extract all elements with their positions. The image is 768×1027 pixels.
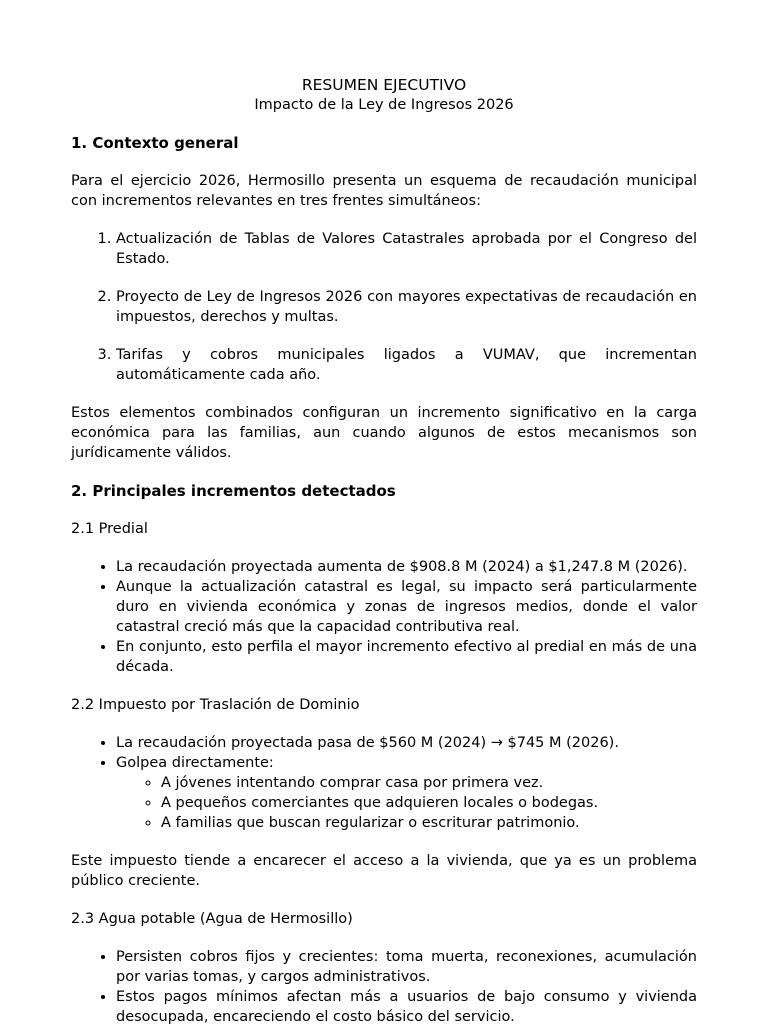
- bullet-item: • La recaudación proyectada aumenta de $908.8 M (2024) a $1,247.8 M (2026).: [116, 557, 697, 577]
- bullet-item: • En conjunto, esto perfila el mayor incremento efectivo al predial en más de una década.: [116, 637, 697, 677]
- bullet-item-text: Golpea directamente:: [116, 755, 274, 771]
- subsection-heading-traslacion: 2.2 Impuesto por Traslación de Dominio: [71, 697, 360, 713]
- bullet-item: • La recaudación proyectada pasa de $560 M (2024) → $745 M (2026).: [116, 733, 697, 753]
- traslacion-bullet-list: [71, 733, 697, 833]
- sub-bullet-item: ◦ A pequeños comerciantes que adquieren locales o bodegas.: [161, 793, 697, 813]
- document-subtitle: Impacto de la Ley de Ingresos 2026: [254, 97, 514, 113]
- contexto-numbered-list: [71, 229, 697, 385]
- numbered-item: 2. Proyecto de Ley de Ingresos 2026 con mayores expectativas de recaudación en impuestos, derechos y multas.: [116, 287, 697, 327]
- numbered-item: 3. Tarifas y cobros municipales ligados a VUMAV, que incrementan automáticamente cada año.: [116, 345, 697, 385]
- sub-bullet-item: ◦ A jóvenes intentando comprar casa por primera vez.: [161, 773, 697, 793]
- contexto-closing-paragraph: Estos elementos combinados configuran un incremento significativo en la carga económica para las familias, aun cuando algunos de estos mecanismos son jurídicamente válidos.: [71, 405, 697, 461]
- sub-bullet-item: ◦ A familias que buscan regularizar o escriturar patrimonio.: [161, 813, 697, 833]
- traslacion-sub-list: [116, 773, 697, 833]
- bullet-item-with-sublist: [116, 753, 697, 833]
- bullet-item: • Aunque la actualización catastral es legal, su impacto será particularmente duro en vivienda económica y zonas de ingresos medios, donde el valor catastral creció más que la capacidad contributiva real.: [116, 577, 697, 637]
- subsection-heading-agua: 2.3 Agua potable (Agua de Hermosillo): [71, 911, 353, 927]
- section-heading-incrementos: 2. Principales incrementos detectados: [71, 482, 396, 500]
- document-title: RESUMEN EJECUTIVO: [301, 76, 467, 94]
- contexto-intro-paragraph: Para el ejercicio 2026, Hermosillo presenta un esquema de recaudación municipal con incrementos relevantes en tres frentes simultáneos:: [71, 173, 697, 209]
- numbered-item: 1. Actualización de Tablas de Valores Catastrales aprobada por el Congreso del Estado.: [116, 229, 697, 269]
- agua-bullet-list: [71, 947, 697, 1027]
- subsection-heading-predial: 2.1 Predial: [71, 521, 148, 537]
- bullet-item: • Estos pagos mínimos afectan más a usuarios de bajo consumo y vivienda desocupada, encareciendo el costo básico del servicio.: [116, 987, 697, 1027]
- bullet-item: • Persisten cobros fijos y crecientes: toma muerta, reconexiones, acumulación por varias tomas, y cargos administrativos.: [116, 947, 697, 987]
- predial-bullet-list: [71, 557, 697, 677]
- traslacion-closing-paragraph: Este impuesto tiende a encarecer el acceso a la vivienda, que ya es un problema público creciente.: [71, 853, 697, 889]
- section-heading-contexto: 1. Contexto general: [71, 134, 239, 152]
